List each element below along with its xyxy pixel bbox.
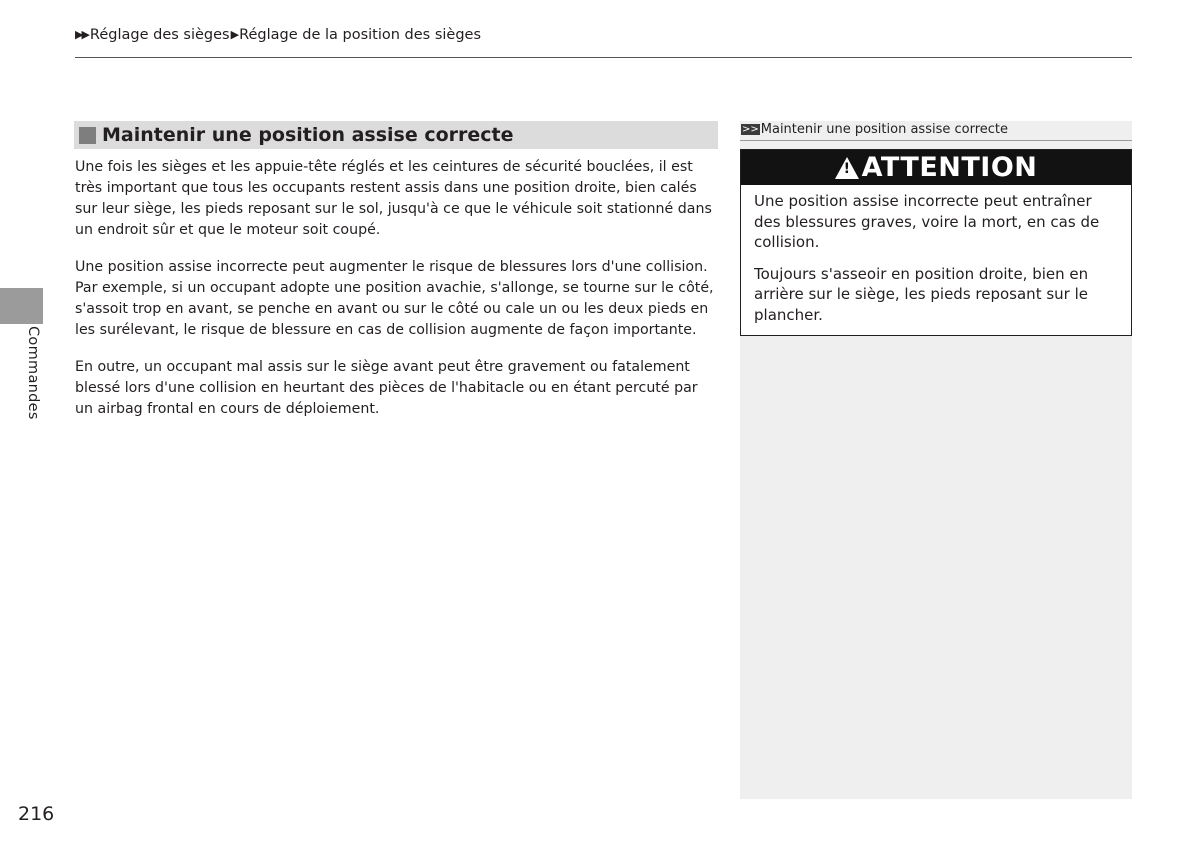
body-paragraph: Une position assise incorrecte peut augmenter le risque de blessures lors d'une collision. Par exemple, si un occupant adopte une position avachie, s'allonge, se tourne sur le côté, s'assoit trop en avant, se penche en avant ou sur le côté ou cale un ou les deux pieds en les surélevant, le risque de blessure en cas de collision augmente de façon importante. xyxy=(75,259,714,338)
warning-box xyxy=(740,149,1132,336)
section-heading xyxy=(74,121,718,149)
warning-paragraph: Toujours s'asseoir en position droite, bien en arrière sur le siège, les pieds reposant sur le plancher. xyxy=(754,264,1089,324)
breadcrumb-item-seat-adjust[interactable]: Réglage des sièges xyxy=(89,27,230,43)
side-note-reference-title: Maintenir une position assise correcte xyxy=(760,122,1009,137)
chapter-tab-label: Commandes xyxy=(25,326,41,420)
warning-paragraph: Une position assise incorrecte peut entraîner des blessures graves, voire la mort, en cas de collision. xyxy=(754,192,1100,251)
page-number: 216 xyxy=(18,803,55,825)
reference-arrow-icon: >> xyxy=(742,124,759,135)
header-divider xyxy=(75,57,1132,58)
body-paragraph: Une fois les sièges et les appuie-tête réglés et les ceintures de sécurité bouclées, il est très important que tous les occupants restent assis dans une position droite, bien calés sur leur siège, les pieds reposant sur le sol, jusqu'à ce que le véhicule soit stationné dans un endroit sûr et que le moteur soit coupé. xyxy=(75,159,712,238)
warning-triangle-icon xyxy=(835,157,859,179)
chapter-tab xyxy=(21,326,41,446)
warning-title: ATTENTION xyxy=(861,151,1038,183)
section-title: Maintenir une position assise correcte xyxy=(102,124,514,146)
warning-body xyxy=(741,185,1131,325)
breadcrumb-item-seat-position[interactable]: Réglage de la position des sièges xyxy=(239,27,482,43)
body-paragraph: En outre, un occupant mal assis sur le siège avant peut être gravement ou fatalement blessé lors d'une collision en heurtant des pièces de l'habitacle ou en étant percuté par un airbag frontal en cours de déploiement. xyxy=(75,359,698,417)
section-body xyxy=(75,157,720,436)
chapter-tab-marker xyxy=(0,288,43,324)
double-arrow-icon: ▶▶ xyxy=(75,28,88,41)
breadcrumb xyxy=(75,25,481,45)
arrow-icon: ▶ xyxy=(230,28,238,41)
side-note-reference[interactable] xyxy=(740,121,1132,141)
warning-header xyxy=(741,150,1131,185)
section-square-icon xyxy=(79,127,96,144)
side-notes-panel xyxy=(740,121,1132,799)
